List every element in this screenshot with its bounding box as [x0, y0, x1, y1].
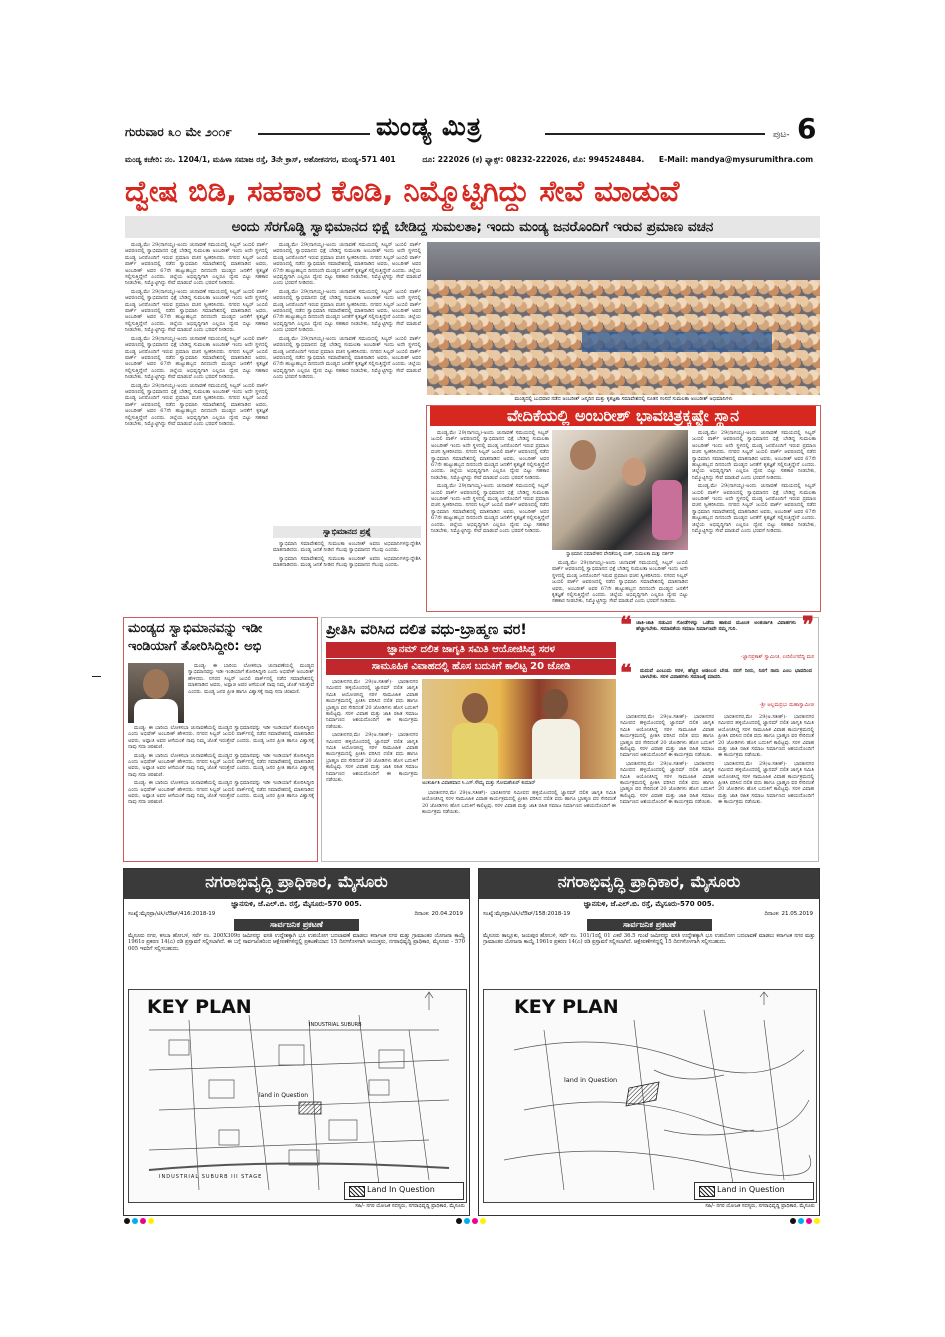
- notice-1: [123, 868, 470, 1216]
- sidebar-body-text: ಸ್ವಾಭಿಮಾನಿ ಸಮಾವೇಶದಲ್ಲಿ ಸುಮಲತಾ ಅಂಬರೀಶ್ ಅವರು ಅಭಿಮಾನಿಗಳನ್ನುದ್ದೇಶಿಸಿ ಮಾತನಾಡಿದರು. ಮಂಡ್ಯ ಜನತೆ ನೀಡಿದ ಗೆಲುವು ಸ್ವಾಭಿಮಾನದ ಗೆಲುವು ಎಂದರು.: [273, 541, 421, 554]
- lead-body-text: ಮಂಡ್ಯ,ಮೇ 29(ನಾಗಯ್ಯ)-ಅಂದು ಚುನಾವಣೆ ಸಮಯದಲ್ಲಿ ಸಿಲ್ವರ್ ಜುಬಿಲಿ ಪಾರ್ಕ್ ಆವರಣದಲ್ಲಿ ಸ್ವಾಭಿಮಾನದ ಭಿಕ್ಷೆ ಬೇಡಿದ್ದ ಸುಮಲತಾ ಅಂಬರೀಶ್ ಇಂದು ಅದೇ ಸ್ಥಳದಲ್ಲಿ ಮಂಡ್ಯ ಜನರೊಂದಿಗೆ ಇರುವ ಪ್ರಮಾಣ ವಚನ ಸ್ವೀಕರಿಸಿದರು. ನಗರದ ಸಿಲ್ವರ್ ಜುಬಿಲಿ ಪಾರ್ಕ್ ಆವರಣದಲ್ಲಿ ನಡೆದ ಸ್ವಾಭಿಮಾನಿ ಸಮಾವೇಶದಲ್ಲಿ ಮಾತನಾಡಿದ ಅವರು, ಅಂಬರೀಶ್ ಅವರ 67ನೇ ಹುಟ್ಟುಹಬ್ಬದ ದಿನದಂದೇ ಮಂಡ್ಯದ ಜನತೆಗೆ ಕೃತಜ್ಞತೆ ಸಲ್ಲಿಸುತ್ತಿದ್ದೇನೆ ಎಂದರು. ಜಿಲ್ಲೆಯ ಅಭಿವೃದ್ಧಿಗಾಗಿ ಎಲ್ಲರೂ ದ್ವೇಷ ಬಿಟ್ಟು ಸಹಕಾರ ನೀಡಬೇಕು, ನಿಮ್ಮೊಟ್ಟಿಗಿದ್ದು ಸೇವೆ ಮಾಡುವೆ ಎಂದು ಭರವಸೆ ನೀಡಿದರು.: [125, 382, 268, 427]
- masthead-logo: ಮಂಡ್ಯ ಮಿತ್ರ: [376, 112, 483, 141]
- registration-marks-right: [790, 1218, 820, 1226]
- portrait-body-text: ಮಂಡ್ಯ,ಮೇ 29(ನಾಗಯ್ಯ)-ಅಂದು ಚುನಾವಣೆ ಸಮಯದಲ್ಲಿ ಸಿಲ್ವರ್ ಜುಬಿಲಿ ಪಾರ್ಕ್ ಆವರಣದಲ್ಲಿ ಸ್ವಾಭಿಮಾನದ ಭಿಕ್ಷೆ ಬೇಡಿದ್ದ ಸುಮಲತಾ ಅಂಬರೀಶ್ ಇಂದು ಅದೇ ಸ್ಥಳದಲ್ಲಿ ಮಂಡ್ಯ ಜನರೊಂದಿಗೆ ಇರುವ ಪ್ರಮಾಣ ವಚನ ಸ್ವೀಕರಿಸಿದರು. ನಗರದ ಸಿಲ್ವರ್ ಜುಬಿಲಿ ಪಾರ್ಕ್ ಆವರಣದಲ್ಲಿ ನಡೆದ ಸ್ವಾಭಿಮಾನಿ ಸಮಾವೇಶದಲ್ಲಿ ಮಾತನಾಡಿದ ಅವರು, ಅಂಬರೀಶ್ ಅವರ 67ನೇ ಹುಟ್ಟುಹಬ್ಬದ ದಿನದಂದೇ ಮಂಡ್ಯದ ಜನತೆಗೆ ಕೃತಜ್ಞತೆ ಸಲ್ಲಿಸುತ್ತಿದ್ದೇನೆ ಎಂದರು. ಜಿಲ್ಲೆಯ ಅಭಿವೃದ್ಧಿಗಾಗಿ ಎಲ್ಲರೂ ದ್ವೇಷ ಬಿಟ್ಟು ಸಹಕಾರ ನೀಡಬೇಕು, ನಿಮ್ಮೊಟ್ಟಿಗಿದ್ದು ಸೇವೆ ಮಾಡುವೆ ಎಂದು ಭರವಸೆ ನೀಡಿದರು.: [431, 483, 549, 535]
- wedding-body-text: ಭಾರತೀನಗರ,ಮೇ 29(ಅ.ಸತೀಶ್)- ಭಾರತೀನಗರ ಸಮೀಪದ ಹಳ್ಳಿಯೊಂದರಲ್ಲಿ ಜ್ಞಾನಮ್ ದಲಿತ ಜಾಗೃತಿ ಸಮಿತಿ ಆಯೋಜಿಸಿದ್ದ ಸರಳ ಸಾಮೂಹಿಕ ವಿವಾಹ ಕಾರ್ಯಕ್ರಮದಲ್ಲಿ ಪ್ರೀತಿಸಿ ವರಿಸಿದ ದಲಿತ ವಧು ಹಾಗೂ ಬ್ರಾಹ್ಮಣ ವರ ಸೇರಿದಂತೆ 20 ಜೋಡಿಗಳು ಹೊಸ ಬದುಕಿಗೆ ಕಾಲಿಟ್ಟವು. ಸರಳ ವಿವಾಹ ಮತ್ತು ಜಾತಿ ರಹಿತ ಸಮಾಜ ನಿರ್ಮಾಣದ ಆಶಯದೊಂದಿಗೆ ಈ ಕಾರ್ಯಕ್ರಮ ನಡೆಯಿತು.: [620, 760, 714, 806]
- portrait-photo-caption: ಸ್ವಾಭಿಮಾನ ಸಮಾವೇಶದ ವೇದಿಕೆಯಲ್ಲಿ ಯಶ್, ಸುಮಲತಾ ಮತ್ತು ದರ್ಶನ್: [566, 552, 674, 557]
- notice-2-map: [484, 990, 816, 1202]
- abhi-body-bottom: [128, 725, 314, 858]
- lead-body-text: ಮಂಡ್ಯ,ಮೇ 29(ನಾಗಯ್ಯ)-ಅಂದು ಚುನಾವಣೆ ಸಮಯದಲ್ಲಿ ಸಿಲ್ವರ್ ಜುಬಿಲಿ ಪಾರ್ಕ್ ಆವರಣದಲ್ಲಿ ಸ್ವಾಭಿಮಾನದ ಭಿಕ್ಷೆ ಬೇಡಿದ್ದ ಸುಮಲತಾ ಅಂಬರೀಶ್ ಇಂದು ಅದೇ ಸ್ಥಳದಲ್ಲಿ ಮಂಡ್ಯ ಜನರೊಂದಿಗೆ ಇರುವ ಪ್ರಮಾಣ ವಚನ ಸ್ವೀಕರಿಸಿದರು. ನಗರದ ಸಿಲ್ವರ್ ಜುಬಿಲಿ ಪಾರ್ಕ್ ಆವರಣದಲ್ಲಿ ನಡೆದ ಸ್ವಾಭಿಮಾನಿ ಸಮಾವೇಶದಲ್ಲಿ ಮಾತನಾಡಿದ ಅವರು, ಅಂಬರೀಶ್ ಅವರ 67ನೇ ಹುಟ್ಟುಹಬ್ಬದ ದಿನದಂದೇ ಮಂಡ್ಯದ ಜನತೆಗೆ ಕೃತಜ್ಞತೆ ಸಲ್ಲಿಸುತ್ತಿದ್ದೇನೆ ಎಂದರು. ಜಿಲ್ಲೆಯ ಅಭಿವೃದ್ಧಿಗಾಗಿ ಎಲ್ಲರೂ ದ್ವೇಷ ಬಿಟ್ಟು ಸಹಕಾರ ನೀಡಬೇಕು, ನಿಮ್ಮೊಟ್ಟಿಗಿದ್ದು ಸೇವೆ ಮಾಡುವೆ ಎಂದು ಭರವಸೆ ನೀಡಿದರು.: [273, 242, 421, 287]
- wedding-subheadline-2: ಸಾಮೂಹಿಕ ವಿವಾಹದಲ್ಲಿ ಹೊಸ ಬದುಕಿಗೆ ಕಾಲಿಟ್ಟ 20 ಜೋಡಿ: [326, 659, 616, 675]
- wedding-couple-photo: [422, 679, 616, 779]
- page-label: ಪುಟ-: [773, 130, 790, 140]
- sidebar-headline: ಸ್ವಾಭಿಮಾನದ ಪ್ರಶ್ನೆ: [273, 526, 421, 538]
- lead-crowd-photo: [427, 242, 820, 395]
- lead-photo-caption: ಮಂಡ್ಯದಲ್ಲಿ ಬುಧವಾರ ನಡೆದ ಅಂಬರೀಶ್ ಜನ್ಮದಿನ ಮತ್ತು ಕೃತಜ್ಞತಾ ಸಮಾವೇಶದಲ್ಲಿ ನೂತನ ಸಂಸದೆ ಸುಮಲತಾ ಅಂಬರೀಶ್ ಅಭಿಮಾನಿಗಳು: [514, 396, 733, 402]
- stage-portrait-photo: [552, 430, 688, 550]
- notice-2-ref: ಸಂಖ್ಯೆ:ಮೈನಪ್ರಾ/ಟಿಸಿ/ಲೆಔಟ್/158:2018-19: [483, 911, 571, 917]
- notice-2-address: ಜ್ಞಾನಸುಳಿ, ಜೆ.ಎಲ್.ಬಿ. ರಸ್ತೆ, ಮೈಸೂರು-570 005.: [583, 900, 715, 908]
- map-legend-label: Land In Question: [367, 1185, 435, 1194]
- wedding-body-mid: [422, 790, 616, 857]
- wedding-body-text: ಭಾರತೀನಗರ,ಮೇ 29(ಅ.ಸತೀಶ್)- ಭಾರತೀನಗರ ಸಮೀಪದ ಹಳ್ಳಿಯೊಂದರಲ್ಲಿ ಜ್ಞಾನಮ್ ದಲಿತ ಜಾಗೃತಿ ಸಮಿತಿ ಆಯೋಜಿಸಿದ್ದ ಸರಳ ಸಾಮೂಹಿಕ ವಿವಾಹ ಕಾರ್ಯಕ್ರಮದಲ್ಲಿ ಪ್ರೀತಿಸಿ ವರಿಸಿದ ದಲಿತ ವಧು ಹಾಗೂ ಬ್ರಾಹ್ಮಣ ವರ ಸೇರಿದಂತೆ 20 ಜೋಡಿಗಳು ಹೊಸ ಬದುಕಿಗೆ ಕಾಲಿಟ್ಟವು. ಸರಳ ವಿವಾಹ ಮತ್ತು ಜಾತಿ ರಹಿತ ಸಮಾಜ ನಿರ್ಮಾಣದ ಆಶಯದೊಂದಿಗೆ ಈ ಕಾರ್ಯಕ್ರಮ ನಡೆಯಿತು.: [326, 732, 418, 784]
- abhi-body-text: ಮಂಡ್ಯ: ಈ ಬಾರಿಯ ಲೋಕಸಭಾ ಚುನಾವಣೆಯಲ್ಲಿ ಮಂಡ್ಯದ ಸ್ವಾಭಿಮಾನವನ್ನು ಇಡೀ ಇಂಡಿಯಾಗೆ ತೋರಿಸಿದ್ದೀರಿ ಎಂದು ಅಭಿಷೇಕ್ ಅಂಬರೀಶ್ ಹೇಳಿದರು. ನಗರದ ಸಿಲ್ವರ್ ಜುಬಿಲಿ ಪಾರ್ಕ್‌ನಲ್ಲಿ ನಡೆದ ಸಮಾವೇಶದಲ್ಲಿ ಮಾತನಾಡಿದ ಅವರು, ಅಪ್ಪಾಜಿ ಅವರ ಆಸೆಯಂತೆ ನಾವು ನಿಮ್ಮ ಜೊತೆ ಇರುತ್ತೇವೆ ಎಂದರು. ಮಂಡ್ಯ ಜನರ ಪ್ರೀತಿ ಹಾಗೂ ವಿಶ್ವಾಸಕ್ಕೆ ನಾವು ಸದಾ ಚಿರಋಣಿ.: [128, 725, 314, 751]
- quote-mark-icon: ❞: [802, 612, 814, 638]
- notice-2-date: ದಿನಾಂಕ: 21.05.2019: [764, 911, 813, 917]
- lead-column-2: [273, 242, 421, 522]
- abhi-body-text: ಮಂಡ್ಯ: ಈ ಬಾರಿಯ ಲೋಕಸಭಾ ಚುನಾವಣೆಯಲ್ಲಿ ಮಂಡ್ಯದ ಸ್ವಾಭಿಮಾನವನ್ನು ಇಡೀ ಇಂಡಿಯಾಗೆ ತೋರಿಸಿದ್ದೀರಿ ಎಂದು ಅಭಿಷೇಕ್ ಅಂಬರೀಶ್ ಹೇಳಿದರು. ನಗರದ ಸಿಲ್ವರ್ ಜುಬಿಲಿ ಪಾರ್ಕ್‌ನಲ್ಲಿ ನಡೆದ ಸಮಾವೇಶದಲ್ಲಿ ಮಾತನಾಡಿದ ಅವರು, ಅಪ್ಪಾಜಿ ಅವರ ಆಸೆಯಂತೆ ನಾವು ನಿಮ್ಮ ಜೊತೆ ಇರುತ್ತೇವೆ ಎಂದರು. ಮಂಡ್ಯ ಜನರ ಪ್ರೀತಿ ಹಾಗೂ ವಿಶ್ವಾಸಕ್ಕೆ ನಾವು ಸದಾ ಚಿರಋಣಿ.: [128, 752, 314, 778]
- notice-1-title: ಸಾರ್ವಜನಿಕ ಪ್ರಕಟಣೆ: [234, 919, 359, 931]
- quote-mark-icon: ❝: [620, 660, 632, 686]
- quote-mark-icon: ❝: [620, 612, 632, 638]
- wedding-body-text: ಭಾರತೀನಗರ,ಮೇ 29(ಅ.ಸತೀಶ್)- ಭಾರತೀನಗರ ಸಮೀಪದ ಹಳ್ಳಿಯೊಂದರಲ್ಲಿ ಜ್ಞಾನಮ್ ದಲಿತ ಜಾಗೃತಿ ಸಮಿತಿ ಆಯೋಜಿಸಿದ್ದ ಸರಳ ಸಾಮೂಹಿಕ ವಿವಾಹ ಕಾರ್ಯಕ್ರಮದಲ್ಲಿ ಪ್ರೀತಿಸಿ ವರಿಸಿದ ದಲಿತ ವಧು ಹಾಗೂ ಬ್ರಾಹ್ಮಣ ವರ ಸೇರಿದಂತೆ 20 ಜೋಡಿಗಳು ಹೊಸ ಬದುಕಿಗೆ ಕಾಲಿಟ್ಟವು. ಸರಳ ವಿವಾಹ ಮತ್ತು ಜಾತಿ ರಹಿತ ಸಮಾಜ ನಿರ್ಮಾಣದ ಆಶಯದೊಂದಿಗೆ ಈ ಕಾರ್ಯಕ್ರಮ ನಡೆಯಿತು.: [422, 790, 616, 816]
- wedding-body-text: ಭಾರತೀನಗರ,ಮೇ 29(ಅ.ಸತೀಶ್)- ಭಾರತೀನಗರ ಸಮೀಪದ ಹಳ್ಳಿಯೊಂದರಲ್ಲಿ ಜ್ಞಾನಮ್ ದಲಿತ ಜಾಗೃತಿ ಸಮಿತಿ ಆಯೋಜಿಸಿದ್ದ ಸರಳ ಸಾಮೂಹಿಕ ವಿವಾಹ ಕಾರ್ಯಕ್ರಮದಲ್ಲಿ ಪ್ರೀತಿಸಿ ವರಿಸಿದ ದಲಿತ ವಧು ಹಾಗೂ ಬ್ರಾಹ್ಮಣ ವರ ಸೇರಿದಂತೆ 20 ಜೋಡಿಗಳು ಹೊಸ ಬದುಕಿಗೆ ಕಾಲಿಟ್ಟವು. ಸರಳ ವಿವಾಹ ಮತ್ತು ಜಾತಿ ರಹಿತ ಸಮಾಜ ನಿರ್ಮಾಣದ ಆಶಯದೊಂದಿಗೆ ಈ ಕಾರ್ಯಕ್ರಮ ನಡೆಯಿತು.: [718, 714, 814, 759]
- key-plan-title: KEY PLAN: [147, 996, 252, 1018]
- map-label-land: land in Question: [564, 1076, 618, 1084]
- notice-2-authority-band: [479, 869, 819, 899]
- portrait-body-text: ಮಂಡ್ಯ,ಮೇ 29(ನಾಗಯ್ಯ)-ಅಂದು ಚುನಾವಣೆ ಸಮಯದಲ್ಲಿ ಸಿಲ್ವರ್ ಜುಬಿಲಿ ಪಾರ್ಕ್ ಆವರಣದಲ್ಲಿ ಸ್ವಾಭಿಮಾನದ ಭಿಕ್ಷೆ ಬೇಡಿದ್ದ ಸುಮಲತಾ ಅಂಬರೀಶ್ ಇಂದು ಅದೇ ಸ್ಥಳದಲ್ಲಿ ಮಂಡ್ಯ ಜನರೊಂದಿಗೆ ಇರುವ ಪ್ರಮಾಣ ವಚನ ಸ್ವೀಕರಿಸಿದರು. ನಗರದ ಸಿಲ್ವರ್ ಜುಬಿಲಿ ಪಾರ್ಕ್ ಆವರಣದಲ್ಲಿ ನಡೆದ ಸ್ವಾಭಿಮಾನಿ ಸಮಾವೇಶದಲ್ಲಿ ಮಾತನಾಡಿದ ಅವರು, ಅಂಬರೀಶ್ ಅವರ 67ನೇ ಹುಟ್ಟುಹಬ್ಬದ ದಿನದಂದೇ ಮಂಡ್ಯದ ಜನತೆಗೆ ಕೃತಜ್ಞತೆ ಸಲ್ಲಿಸುತ್ತಿದ್ದೇನೆ ಎಂದರು. ಜಿಲ್ಲೆಯ ಅಭಿವೃದ್ಧಿಗಾಗಿ ಎಲ್ಲರೂ ದ್ವೇಷ ಬಿಟ್ಟು ಸಹಕಾರ ನೀಡಬೇಕು, ನಿಮ್ಮೊಟ್ಟಿಗಿದ್ದು ಸೇವೆ ಮಾಡುವೆ ಎಂದು ಭರವಸೆ ನೀಡಿದರು.: [552, 560, 688, 605]
- lead-body-text: ಮಂಡ್ಯ,ಮೇ 29(ನಾಗಯ್ಯ)-ಅಂದು ಚುನಾವಣೆ ಸಮಯದಲ್ಲಿ ಸಿಲ್ವರ್ ಜುಬಿಲಿ ಪಾರ್ಕ್ ಆವರಣದಲ್ಲಿ ಸ್ವಾಭಿಮಾನದ ಭಿಕ್ಷೆ ಬೇಡಿದ್ದ ಸುಮಲತಾ ಅಂಬರೀಶ್ ಇಂದು ಅದೇ ಸ್ಥಳದಲ್ಲಿ ಮಂಡ್ಯ ಜನರೊಂದಿಗೆ ಇರುವ ಪ್ರಮಾಣ ವಚನ ಸ್ವೀಕರಿಸಿದರು. ನಗರದ ಸಿಲ್ವರ್ ಜುಬಿಲಿ ಪಾರ್ಕ್ ಆವರಣದಲ್ಲಿ ನಡೆದ ಸ್ವಾಭಿಮಾನಿ ಸಮಾವೇಶದಲ್ಲಿ ಮಾತನಾಡಿದ ಅವರು, ಅಂಬರೀಶ್ ಅವರ 67ನೇ ಹುಟ್ಟುಹಬ್ಬದ ದಿನದಂದೇ ಮಂಡ್ಯದ ಜನತೆಗೆ ಕೃತಜ್ಞತೆ ಸಲ್ಲಿಸುತ್ತಿದ್ದೇನೆ ಎಂದರು. ಜಿಲ್ಲೆಯ ಅಭಿವೃದ್ಧಿಗಾಗಿ ಎಲ್ಲರೂ ದ್ವೇಷ ಬಿಟ್ಟು ಸಹಕಾರ ನೀಡಬೇಕು, ನಿಮ್ಮೊಟ್ಟಿಗಿದ್ದು ಸೇವೆ ಮಾಡುವೆ ಎಂದು ಭರವಸೆ ನೀಡಿದರು.: [125, 288, 268, 334]
- sidebar-body-text: ಸ್ವಾಭಿಮಾನಿ ಸಮಾವೇಶದಲ್ಲಿ ಸುಮಲತಾ ಅಂಬರೀಶ್ ಅವರು ಅಭಿಮಾನಿಗಳನ್ನುದ್ದೇಶಿಸಿ ಮಾತನಾಡಿದರು. ಮಂಡ್ಯ ಜನತೆ ನೀಡಿದ ಗೆಲುವು ಸ್ವಾಭಿಮಾನದ ಗೆಲುವು ಎಂದರು.: [273, 555, 421, 569]
- quote-2-text: ಮದುವೆ ಎಂಬುದು ಸರಳ, ಹೆಚ್ಚಿನ ಆಡಂಬರ ಬೇಡ. ನನಗೆ ನೀನು, ನಿನಗೆ ನಾನು ಎಂಬ ಭಾವದಿಂದ ಬಾಳಬೇಕು. ಸರಳ ವಿವಾಹಗಳು ಸಮಾಜಕ್ಕೆ ಮಾದರಿ.: [640, 668, 812, 681]
- wedding-headline: ಪ್ರೀತಿಸಿ ವರಿಸಿದ ದಲಿತ ವಧು-ಬ್ರಾಹ್ಮಣ ವರ!: [326, 622, 527, 638]
- wedding-body-text: ಭಾರತೀನಗರ,ಮೇ 29(ಅ.ಸತೀಶ್)- ಭಾರತೀನಗರ ಸಮೀಪದ ಹಳ್ಳಿಯೊಂದರಲ್ಲಿ ಜ್ಞಾನಮ್ ದಲಿತ ಜಾಗೃತಿ ಸಮಿತಿ ಆಯೋಜಿಸಿದ್ದ ಸರಳ ಸಾಮೂಹಿಕ ವಿವಾಹ ಕಾರ್ಯಕ್ರಮದಲ್ಲಿ ಪ್ರೀತಿಸಿ ವರಿಸಿದ ದಲಿತ ವಧು ಹಾಗೂ ಬ್ರಾಹ್ಮಣ ವರ ಸೇರಿದಂತೆ 20 ಜೋಡಿಗಳು ಹೊಸ ಬದುಕಿಗೆ ಕಾಲಿಟ್ಟವು. ಸರಳ ವಿವಾಹ ಮತ್ತು ಜಾತಿ ರಹಿತ ಸಮಾಜ ನಿರ್ಮಾಣದ ಆಶಯದೊಂದಿಗೆ ಈ ಕಾರ್ಯಕ್ರಮ ನಡೆಯಿತು.: [620, 714, 714, 759]
- wedding-body-text: ಭಾರತೀನಗರ,ಮೇ 29(ಅ.ಸತೀಶ್)- ಭಾರತೀನಗರ ಸಮೀಪದ ಹಳ್ಳಿಯೊಂದರಲ್ಲಿ ಜ್ಞಾನಮ್ ದಲಿತ ಜಾಗೃತಿ ಸಮಿತಿ ಆಯೋಜಿಸಿದ್ದ ಸರಳ ಸಾಮೂಹಿಕ ವಿವಾಹ ಕಾರ್ಯಕ್ರಮದಲ್ಲಿ ಪ್ರೀತಿಸಿ ವರಿಸಿದ ದಲಿತ ವಧು ಹಾಗೂ ಬ್ರಾಹ್ಮಣ ವರ ಸೇರಿದಂತೆ 20 ಜೋಡಿಗಳು ಹೊಸ ಬದುಕಿಗೆ ಕಾಲಿಟ್ಟವು. ಸರಳ ವಿವಾಹ ಮತ್ತು ಜಾತಿ ರಹಿತ ಸಮಾಜ ನಿರ್ಮಾಣದ ಆಶಯದೊಂದಿಗೆ ಈ ಕಾರ್ಯಕ್ರಮ ನಡೆಯಿತು.: [326, 679, 418, 730]
- lead-body-text: ಮಂಡ್ಯ,ಮೇ 29(ನಾಗಯ್ಯ)-ಅಂದು ಚುನಾವಣೆ ಸಮಯದಲ್ಲಿ ಸಿಲ್ವರ್ ಜುಬಿಲಿ ಪಾರ್ಕ್ ಆವರಣದಲ್ಲಿ ಸ್ವಾಭಿಮಾನದ ಭಿಕ್ಷೆ ಬೇಡಿದ್ದ ಸುಮಲತಾ ಅಂಬರೀಶ್ ಇಂದು ಅದೇ ಸ್ಥಳದಲ್ಲಿ ಮಂಡ್ಯ ಜನರೊಂದಿಗೆ ಇರುವ ಪ್ರಮಾಣ ವಚನ ಸ್ವೀಕರಿಸಿದರು. ನಗರದ ಸಿಲ್ವರ್ ಜುಬಿಲಿ ಪಾರ್ಕ್ ಆವರಣದಲ್ಲಿ ನಡೆದ ಸ್ವಾಭಿಮಾನಿ ಸಮಾವೇಶದಲ್ಲಿ ಮಾತನಾಡಿದ ಅವರು, ಅಂಬರೀಶ್ ಅವರ 67ನೇ ಹುಟ್ಟುಹಬ್ಬದ ದಿನದಂದೇ ಮಂಡ್ಯದ ಜನತೆಗೆ ಕೃತಜ್ಞತೆ ಸಲ್ಲಿಸುತ್ತಿದ್ದೇನೆ ಎಂದರು. ಜಿಲ್ಲೆಯ ಅಭಿವೃದ್ಧಿಗಾಗಿ ಎಲ್ಲರೂ ದ್ವೇಷ ಬಿಟ್ಟು ಸಹಕಾರ ನೀಡಬೇಕು, ನಿಮ್ಮೊಟ್ಟಿಗಿದ್ದು ಸೇವೆ ಮಾಡುವೆ ಎಂದು ಭರವಸೆ ನೀಡಿದರು.: [273, 335, 421, 381]
- portrait-body-text: ಮಂಡ್ಯ,ಮೇ 29(ನಾಗಯ್ಯ)-ಅಂದು ಚುನಾವಣೆ ಸಮಯದಲ್ಲಿ ಸಿಲ್ವರ್ ಜುಬಿಲಿ ಪಾರ್ಕ್ ಆವರಣದಲ್ಲಿ ಸ್ವಾಭಿಮಾನದ ಭಿಕ್ಷೆ ಬೇಡಿದ್ದ ಸುಮಲತಾ ಅಂಬರೀಶ್ ಇಂದು ಅದೇ ಸ್ಥಳದಲ್ಲಿ ಮಂಡ್ಯ ಜನರೊಂದಿಗೆ ಇರುವ ಪ್ರಮಾಣ ವಚನ ಸ್ವೀಕರಿಸಿದರು. ನಗರದ ಸಿಲ್ವರ್ ಜುಬಿಲಿ ಪಾರ್ಕ್ ಆವರಣದಲ್ಲಿ ನಡೆದ ಸ್ವಾಭಿಮಾನಿ ಸಮಾವೇಶದಲ್ಲಿ ಮಾತನಾಡಿದ ಅವರು, ಅಂಬರೀಶ್ ಅವರ 67ನೇ ಹುಟ್ಟುಹಬ್ಬದ ದಿನದಂದೇ ಮಂಡ್ಯದ ಜನತೆಗೆ ಕೃತಜ್ಞತೆ ಸಲ್ಲಿಸುತ್ತಿದ್ದೇನೆ ಎಂದರು. ಜಿಲ್ಲೆಯ ಅಭಿವೃದ್ಧಿಗಾಗಿ ಎಲ್ಲರೂ ದ್ವೇಷ ಬಿಟ್ಟು ಸಹಕಾರ ನೀಡಬೇಕು, ನಿಮ್ಮೊಟ್ಟಿಗಿದ್ದು ಸೇವೆ ಮಾಡುವೆ ಎಂದು ಭರವಸೆ ನೀಡಿದರು.: [692, 430, 816, 481]
- abhi-portrait-photo: [128, 663, 184, 723]
- lead-body-text: ಮಂಡ್ಯ,ಮೇ 29(ನಾಗಯ್ಯ)-ಅಂದು ಚುನಾವಣೆ ಸಮಯದಲ್ಲಿ ಸಿಲ್ವರ್ ಜುಬಿಲಿ ಪಾರ್ಕ್ ಆವರಣದಲ್ಲಿ ಸ್ವಾಭಿಮಾನದ ಭಿಕ್ಷೆ ಬೇಡಿದ್ದ ಸುಮಲತಾ ಅಂಬರೀಶ್ ಇಂದು ಅದೇ ಸ್ಥಳದಲ್ಲಿ ಮಂಡ್ಯ ಜನರೊಂದಿಗೆ ಇರುವ ಪ್ರಮಾಣ ವಚನ ಸ್ವೀಕರಿಸಿದರು. ನಗರದ ಸಿಲ್ವರ್ ಜುಬಿಲಿ ಪಾರ್ಕ್ ಆವರಣದಲ್ಲಿ ನಡೆದ ಸ್ವಾಭಿಮಾನಿ ಸಮಾವೇಶದಲ್ಲಿ ಮಾತನಾಡಿದ ಅವರು, ಅಂಬರೀಶ್ ಅವರ 67ನೇ ಹುಟ್ಟುಹಬ್ಬದ ದಿನದಂದೇ ಮಂಡ್ಯದ ಜನತೆಗೆ ಕೃತಜ್ಞತೆ ಸಲ್ಲಿಸುತ್ತಿದ್ದೇನೆ ಎಂದರು. ಜಿಲ್ಲೆಯ ಅಭಿವೃದ್ಧಿಗಾಗಿ ಎಲ್ಲರೂ ದ್ವೇಷ ಬಿಟ್ಟು ಸಹಕಾರ ನೀಡಬೇಕು, ನಿಮ್ಮೊಟ್ಟಿಗಿದ್ದು ಸೇವೆ ಮಾಡುವೆ ಎಂದು ಭರವಸೆ ನೀಡಿದರು.: [273, 288, 421, 334]
- issue-date: ಗುರುವಾರ ೩೦ ಮೇ ೨೦೧೯: [125, 125, 232, 139]
- portrait-body-text: ಮಂಡ್ಯ,ಮೇ 29(ನಾಗಯ್ಯ)-ಅಂದು ಚುನಾವಣೆ ಸಮಯದಲ್ಲಿ ಸಿಲ್ವರ್ ಜುಬಿಲಿ ಪಾರ್ಕ್ ಆವರಣದಲ್ಲಿ ಸ್ವಾಭಿಮಾನದ ಭಿಕ್ಷೆ ಬೇಡಿದ್ದ ಸುಮಲತಾ ಅಂಬರೀಶ್ ಇಂದು ಅದೇ ಸ್ಥಳದಲ್ಲಿ ಮಂಡ್ಯ ಜನರೊಂದಿಗೆ ಇರುವ ಪ್ರಮಾಣ ವಚನ ಸ್ವೀಕರಿಸಿದರು. ನಗರದ ಸಿಲ್ವರ್ ಜುಬಿಲಿ ಪಾರ್ಕ್ ಆವರಣದಲ್ಲಿ ನಡೆದ ಸ್ವಾಭಿಮಾನಿ ಸಮಾವೇಶದಲ್ಲಿ ಮಾತನಾಡಿದ ಅವರು, ಅಂಬರೀಶ್ ಅವರ 67ನೇ ಹುಟ್ಟುಹಬ್ಬದ ದಿನದಂದೇ ಮಂಡ್ಯದ ಜನತೆಗೆ ಕೃತಜ್ಞತೆ ಸಲ್ಲಿಸುತ್ತಿದ್ದೇನೆ ಎಂದರು. ಜಿಲ್ಲೆಯ ಅಭಿವೃದ್ಧಿಗಾಗಿ ಎಲ್ಲರೂ ದ್ವೇಷ ಬಿಟ್ಟು ಸಹಕಾರ ನೀಡಬೇಕು, ನಿಮ್ಮೊಟ್ಟಿಗಿದ್ದು ಸೇವೆ ಮಾಡುವೆ ಎಂದು ಭರವಸೆ ನೀಡಿದರು.: [692, 483, 816, 535]
- map-label-stage: INDUSTRIAL SUBURB III STAGE: [159, 1174, 263, 1180]
- office-address: ಮಂಡ್ಯ ಕಚೇರಿ: ನಂ. 1204/1, ಮಹಿಳಾ ಸಮಾಜ ರಸ್ತೆ, 3ನೇ ಕ್ರಾಸ್, ಅಶೋಕನಗರ, ಮಂಡ್ಯ-571 401: [125, 155, 396, 164]
- key-plan-title: KEY PLAN: [514, 996, 619, 1018]
- quote-2-author: -ಶ್ರೀ ಅಲ್ಲಮಪ್ರಭು ಮಹಾಸ್ವಾಮೀಜಿ: [759, 702, 814, 708]
- notice-1-body: ಮೈಸೂರು ನಗರ, ಕಸಬಾ ಹೋಬಳಿ, ಸರ್ವೆ ನಂ. 200X309ರ ಜಮೀನನ್ನು ವಸತಿ ಉದ್ದೇಶಕ್ಕಾಗಿ ಭೂ ಉಪಯೋಗ ಬದಲಾವಣೆ ಮಾಡಲು ಕರ್ನಾಟಕ ನಗರ ಮತ್ತು ಗ್ರಾಮಾಂತರ ಯೋಜನಾ ಕಾಯ್ದೆ 1961ರ ಪ್ರಕರಣ 14(ಎ) ರಡಿ ಪ್ರಸ್ತಾವನೆ ಸಲ್ಲಿಸಲಾಗಿದೆ. ಈ ಬಗ್ಗೆ ಸಾರ್ವಜನಿಕರಿಂದ ಆಕ್ಷೇಪಣೆಗಳಿದ್ದಲ್ಲಿ ಪ್ರಕಟಣೆಯಾದ 15 ದಿನಗಳೊಳಗಾಗಿ ಆಯುಕ್ತರು, ನಗರಾಭಿವೃದ್ಧಿ ಪ್ರಾಧಿಕಾರ, ಮೈಸೂರು - 570 005 ಇವರಿಗೆ ಸಲ್ಲಿಸಬಹುದು.: [128, 933, 465, 952]
- map-legend-label: Land in Question: [717, 1185, 785, 1194]
- notice-1-ref: ಸಂಖ್ಯೆ:ಮೈನಪ್ರಾ/ಟಿಸಿ/ಲೆಔಟ್/416:2018-19: [128, 911, 216, 917]
- notice-1-authority-band: [124, 869, 469, 899]
- abhi-body-top: [188, 663, 314, 723]
- wedding-body-left: [326, 679, 418, 857]
- registration-marks-left: [124, 1218, 154, 1226]
- lead-column-1: [125, 242, 268, 610]
- office-info-line: [125, 155, 825, 165]
- lead-body-text: ಮಂಡ್ಯ,ಮೇ 29(ನಾಗಯ್ಯ)-ಅಂದು ಚುನಾವಣೆ ಸಮಯದಲ್ಲಿ ಸಿಲ್ವರ್ ಜುಬಿಲಿ ಪಾರ್ಕ್ ಆವರಣದಲ್ಲಿ ಸ್ವಾಭಿಮಾನದ ಭಿಕ್ಷೆ ಬೇಡಿದ್ದ ಸುಮಲತಾ ಅಂಬರೀಶ್ ಇಂದು ಅದೇ ಸ್ಥಳದಲ್ಲಿ ಮಂಡ್ಯ ಜನರೊಂದಿಗೆ ಇರುವ ಪ್ರಮಾಣ ವಚನ ಸ್ವೀಕರಿಸಿದರು. ನಗರದ ಸಿಲ್ವರ್ ಜುಬಿಲಿ ಪಾರ್ಕ್ ಆವರಣದಲ್ಲಿ ನಡೆದ ಸ್ವಾಭಿಮಾನಿ ಸಮಾವೇಶದಲ್ಲಿ ಮಾತನಾಡಿದ ಅವರು, ಅಂಬರೀಶ್ ಅವರ 67ನೇ ಹುಟ್ಟುಹಬ್ಬದ ದಿನದಂದೇ ಮಂಡ್ಯದ ಜನತೆಗೆ ಕೃತಜ್ಞತೆ ಸಲ್ಲಿಸುತ್ತಿದ್ದೇನೆ ಎಂದರು. ಜಿಲ್ಲೆಯ ಅಭಿವೃದ್ಧಿಗಾಗಿ ಎಲ್ಲರೂ ದ್ವೇಷ ಬಿಟ್ಟು ಸಹಕಾರ ನೀಡಬೇಕು, ನಿಮ್ಮೊಟ್ಟಿಗಿದ್ದು ಸೇವೆ ಮಾಡುವೆ ಎಂದು ಭರವಸೆ ನೀಡಿದರು.: [125, 335, 268, 381]
- abhi-headline-1: ಮಂಡ್ಯದ ಸ್ವಾಭಿಮಾನವನ್ನು ಇಡೀ: [128, 621, 263, 636]
- notice-2-key-plan: [483, 989, 817, 1203]
- quote-1-text: ಜಾತಿ-ಜಾತಿ ನಡುವಿನ ಗೋಡೆಗಳನ್ನು ಒಡೆದು ಹಾಕುವ ಮೂಲಕ ಅಂತರ್ಜಾತಿ ವಿವಾಹಗಳು ಹೆಚ್ಚಾಗಬೇಕು. ಸಮಾನತೆಯ ಸಮಾಜ ನಿರ್ಮಾಣವೇ ನಮ್ಮ ಗುರಿ.: [636, 620, 796, 633]
- registration-marks-center: [456, 1218, 486, 1226]
- portrait-body-right: [692, 430, 816, 607]
- office-phone: ದೂ: 222026 (ಕ) ಫ್ಯಾಕ್ಸ್: 08232-222026, ಮೊ: 9945248484.: [422, 155, 645, 164]
- wedding-body-right-b: [718, 714, 814, 857]
- quote-1-author: -ಜ್ಞಾನಪ್ರಕಾಶ್ ಸ್ವಾಮೀಜಿ, ಉರಿಲಿಂಗಪೆದ್ದಿ ಮಠ: [740, 654, 814, 660]
- legend-hatch-icon: [699, 1186, 715, 1197]
- map-legend: [344, 1182, 464, 1200]
- office-email: E-Mail: mandya@mysurumithra.com: [658, 155, 814, 164]
- abhi-body-text: ಮಂಡ್ಯ: ಈ ಬಾರಿಯ ಲೋಕಸಭಾ ಚುನಾವಣೆಯಲ್ಲಿ ಮಂಡ್ಯದ ಸ್ವಾಭಿಮಾನವನ್ನು ಇಡೀ ಇಂಡಿಯಾಗೆ ತೋರಿಸಿದ್ದೀರಿ ಎಂದು ಅಭಿಷೇಕ್ ಅಂಬರೀಶ್ ಹೇಳಿದರು. ನಗರದ ಸಿಲ್ವರ್ ಜುಬಿಲಿ ಪಾರ್ಕ್‌ನಲ್ಲಿ ನಡೆದ ಸಮಾವೇಶದಲ್ಲಿ ಮಾತನಾಡಿದ ಅವರು, ಅಪ್ಪಾಜಿ ಅವರ ಆಸೆಯಂತೆ ನಾವು ನಿಮ್ಮ ಜೊತೆ ಇರುತ್ತೇವೆ ಎಂದರು. ಮಂಡ್ಯ ಜನರ ಪ್ರೀತಿ ಹಾಗೂ ವಿಶ್ವಾಸಕ್ಕೆ ನಾವು ಸದಾ ಚಿರಋಣಿ.: [188, 663, 314, 695]
- wedding-subheadline-1: ಜ್ಞಾನಮ್ ದಲಿತ ಜಾಗೃತಿ ಸಮಿತಿ ಆಯೋಜಿಸಿದ್ದ ಸರಳ: [326, 642, 616, 658]
- notice-2-signature: ಸಹಿ/- ನಗರ ಯೋಜಕ ಸದಸ್ಯರು, ನಗರಾಭಿವೃದ್ಧಿ ಪ್ರಾಧಿಕಾರ, ಮೈಸೂರು: [705, 1203, 815, 1209]
- notice-1-signature: ಸಹಿ/- ನಗರ ಯೋಜಕ ಸದಸ್ಯರು, ನಗರಾಭಿವೃದ್ಧಿ ಪ್ರಾಧಿಕಾರ, ಮೈಸೂರು: [355, 1203, 465, 1209]
- abhi-body-text: ಮಂಡ್ಯ: ಈ ಬಾರಿಯ ಲೋಕಸಭಾ ಚುನಾವಣೆಯಲ್ಲಿ ಮಂಡ್ಯದ ಸ್ವಾಭಿಮಾನವನ್ನು ಇಡೀ ಇಂಡಿಯಾಗೆ ತೋರಿಸಿದ್ದೀರಿ ಎಂದು ಅಭಿಷೇಕ್ ಅಂಬರೀಶ್ ಹೇಳಿದರು. ನಗರದ ಸಿಲ್ವರ್ ಜುಬಿಲಿ ಪಾರ್ಕ್‌ನಲ್ಲಿ ನಡೆದ ಸಮಾವೇಶದಲ್ಲಿ ಮಾತನಾಡಿದ ಅವರು, ಅಪ್ಪಾಜಿ ಅವರ ಆಸೆಯಂತೆ ನಾವು ನಿಮ್ಮ ಜೊತೆ ಇರುತ್ತೇವೆ ಎಂದರು. ಮಂಡ್ಯ ಜನರ ಪ್ರೀತಿ ಹಾಗೂ ವಿಶ್ವಾಸಕ್ಕೆ ನಾವು ಸದಾ ಚಿರಋಣಿ.: [128, 780, 314, 806]
- map-legend: [694, 1182, 814, 1200]
- notice-2-body: ಮೈಸೂರು ತಾಲ್ಲೂಕು, ಜಯಪುರ ಹೋಬಳಿ, ಸರ್ವೆ ನಂ. 101/1ರಲ್ಲಿ 01 ಎಕರೆ 36.5 ಗುಂಟೆ ಜಮೀನನ್ನು ವಸತಿ ಉದ್ದೇಶಕ್ಕಾಗಿ ಭೂ ಉಪಯೋಗ ಬದಲಾವಣೆ ಮಾಡಲು ಕರ್ನಾಟಕ ನಗರ ಮತ್ತು ಗ್ರಾಮಾಂತರ ಯೋಜನಾ ಕಾಯ್ದೆ 1961ರ ಪ್ರಕರಣ 14(ಎ) ರಡಿ ಪ್ರಸ್ತಾವನೆ ಸಲ್ಲಿಸಲಾಗಿದೆ. ಆಕ್ಷೇಪಣೆಗಳಿದ್ದಲ್ಲಿ 15 ದಿನಗಳೊಳಗಾಗಿ ಸಲ್ಲಿಸಬಹುದು.: [483, 933, 815, 946]
- wedding-photo-caption: ಅಂತರ್ಜಾತಿ ವಿವಾಹವಾದ ಸಿ.ಎಸ್.ಸೌಮ್ಯ ಮತ್ತು ಸೋಮಶೇಖರ್ ಕುಮಾರ್: [422, 781, 536, 786]
- page-number: 6: [797, 112, 817, 145]
- portrait-body-left: [431, 430, 549, 607]
- notice-1-key-plan: [128, 989, 467, 1203]
- quote-box-1: [620, 612, 814, 662]
- map-label-industrial: INDUSTRIAL SUBURB: [309, 1022, 362, 1028]
- lead-body-text: ಮಂಡ್ಯ,ಮೇ 29(ನಾಗಯ್ಯ)-ಅಂದು ಚುನಾವಣೆ ಸಮಯದಲ್ಲಿ ಸಿಲ್ವರ್ ಜುಬಿಲಿ ಪಾರ್ಕ್ ಆವರಣದಲ್ಲಿ ಸ್ವಾಭಿಮಾನದ ಭಿಕ್ಷೆ ಬೇಡಿದ್ದ ಸುಮಲತಾ ಅಂಬರೀಶ್ ಇಂದು ಅದೇ ಸ್ಥಳದಲ್ಲಿ ಮಂಡ್ಯ ಜನರೊಂದಿಗೆ ಇರುವ ಪ್ರಮಾಣ ವಚನ ಸ್ವೀಕರಿಸಿದರು. ನಗರದ ಸಿಲ್ವರ್ ಜುಬಿಲಿ ಪಾರ್ಕ್ ಆವರಣದಲ್ಲಿ ನಡೆದ ಸ್ವಾಭಿಮಾನಿ ಸಮಾವೇಶದಲ್ಲಿ ಮಾತನಾಡಿದ ಅವರು, ಅಂಬರೀಶ್ ಅವರ 67ನೇ ಹುಟ್ಟುಹಬ್ಬದ ದಿನದಂದೇ ಮಂಡ್ಯದ ಜನತೆಗೆ ಕೃತಜ್ಞತೆ ಸಲ್ಲಿಸುತ್ತಿದ್ದೇನೆ ಎಂದರು. ಜಿಲ್ಲೆಯ ಅಭಿವೃದ್ಧಿಗಾಗಿ ಎಲ್ಲರೂ ದ್ವೇಷ ಬಿಟ್ಟು ಸಹಕಾರ ನೀಡಬೇಕು, ನಿಮ್ಮೊಟ್ಟಿಗಿದ್ದು ಸೇವೆ ಮಾಡುವೆ ಎಂದು ಭರವಸೆ ನೀಡಿದರು.: [125, 242, 268, 287]
- legend-hatch-icon: [349, 1186, 365, 1197]
- sidebar-body: [273, 541, 421, 610]
- portrait-body-text: ಮಂಡ್ಯ,ಮೇ 29(ನಾಗಯ್ಯ)-ಅಂದು ಚುನಾವಣೆ ಸಮಯದಲ್ಲಿ ಸಿಲ್ವರ್ ಜುಬಿಲಿ ಪಾರ್ಕ್ ಆವರಣದಲ್ಲಿ ಸ್ವಾಭಿಮಾನದ ಭಿಕ್ಷೆ ಬೇಡಿದ್ದ ಸುಮಲತಾ ಅಂಬರೀಶ್ ಇಂದು ಅದೇ ಸ್ಥಳದಲ್ಲಿ ಮಂಡ್ಯ ಜನರೊಂದಿಗೆ ಇರುವ ಪ್ರಮಾಣ ವಚನ ಸ್ವೀಕರಿಸಿದರು. ನಗರದ ಸಿಲ್ವರ್ ಜುಬಿಲಿ ಪಾರ್ಕ್ ಆವರಣದಲ್ಲಿ ನಡೆದ ಸ್ವಾಭಿಮಾನಿ ಸಮಾವೇಶದಲ್ಲಿ ಮಾತನಾಡಿದ ಅವರು, ಅಂಬರೀಶ್ ಅವರ 67ನೇ ಹುಟ್ಟುಹಬ್ಬದ ದಿನದಂದೇ ಮಂಡ್ಯದ ಜನತೆಗೆ ಕೃತಜ್ಞತೆ ಸಲ್ಲಿಸುತ್ತಿದ್ದೇನೆ ಎಂದರು. ಜಿಲ್ಲೆಯ ಅಭಿವೃದ್ಧಿಗಾಗಿ ಎಲ್ಲರೂ ದ್ವೇಷ ಬಿಟ್ಟು ಸಹಕಾರ ನೀಡಬೇಕು, ನಿಮ್ಮೊಟ್ಟಿಗಿದ್ದು ಸೇವೆ ಮಾಡುವೆ ಎಂದು ಭರವಸೆ ನೀಡಿದರು.: [431, 430, 549, 481]
- lead-subheadline: ಅಂದು ಸೆರಗೊಡ್ಡಿ ಸ್ವಾಭಿಮಾನದ ಭಿಕ್ಷೆ ಬೇಡಿದ್ದ ಸುಮಲತಾ; ಇಂದು ಮಂಡ್ಯ ಜನರೊಂದಿಗೆ ಇರುವ ಪ್ರಮಾಣ ವಚನ: [125, 216, 820, 238]
- notice-2-title: ಸಾರ್ವಜನಿಕ ಪ್ರಕಟಣೆ: [587, 919, 712, 931]
- wedding-body-right-a: [620, 714, 714, 857]
- notice-2-authority: ನಗರಾಭಿವೃದ್ಧಿ ಪ್ರಾಧಿಕಾರ, ಮೈಸೂರು: [557, 872, 741, 891]
- notice-1-date: ದಿನಾಂಕ: 20.04.2019: [414, 911, 463, 917]
- notice-2: [478, 868, 820, 1216]
- notice-1-authority: ನಗರಾಭಿವೃದ್ಧಿ ಪ್ರಾಧಿಕಾರ, ಮೈಸೂರು: [205, 872, 388, 891]
- notice-1-address: ಜ್ಞಾನಸುಳಿ, ಜೆ.ಎಲ್.ಬಿ. ರಸ್ತೆ, ಮೈಸೂರು-570 005.: [231, 900, 362, 908]
- quote-box-2: [620, 660, 814, 710]
- abhi-headline-2: ಇಂಡಿಯಾಗೆ ತೋರಿಸಿದ್ದೀರಿ: ಅಭಿ: [128, 639, 262, 654]
- portrait-article-headline: ವೇದಿಕೆಯಲ್ಲಿ ಅಂಬರೀಶ್ ಭಾವಚಿತ್ರಕ್ಕಷ್ಟೇ ಸ್ಥಾನ: [430, 406, 816, 426]
- wedding-body-text: ಭಾರತೀನಗರ,ಮೇ 29(ಅ.ಸತೀಶ್)- ಭಾರತೀನಗರ ಸಮೀಪದ ಹಳ್ಳಿಯೊಂದರಲ್ಲಿ ಜ್ಞಾನಮ್ ದಲಿತ ಜಾಗೃತಿ ಸಮಿತಿ ಆಯೋಜಿಸಿದ್ದ ಸರಳ ಸಾಮೂಹಿಕ ವಿವಾಹ ಕಾರ್ಯಕ್ರಮದಲ್ಲಿ ಪ್ರೀತಿಸಿ ವರಿಸಿದ ದಲಿತ ವಧು ಹಾಗೂ ಬ್ರಾಹ್ಮಣ ವರ ಸೇರಿದಂತೆ 20 ಜೋಡಿಗಳು ಹೊಸ ಬದುಕಿಗೆ ಕಾಲಿಟ್ಟವು. ಸರಳ ವಿವಾಹ ಮತ್ತು ಜಾತಿ ರಹಿತ ಸಮಾಜ ನಿರ್ಮಾಣದ ಆಶಯದೊಂದಿಗೆ ಈ ಕಾರ್ಯಕ್ರಮ ನಡೆಯಿತು.: [718, 760, 814, 806]
- lead-headline: ದ್ವೇಷ ಬಿಡಿ, ಸಹಕಾರ ಕೊಡಿ, ನಿಮ್ಮೊಟ್ಟಿಗಿದ್ದು ಸೇವೆ ಮಾಡುವೆ: [125, 174, 680, 208]
- map-label-land: land in Question: [259, 1092, 309, 1099]
- portrait-body-mid: [552, 560, 688, 607]
